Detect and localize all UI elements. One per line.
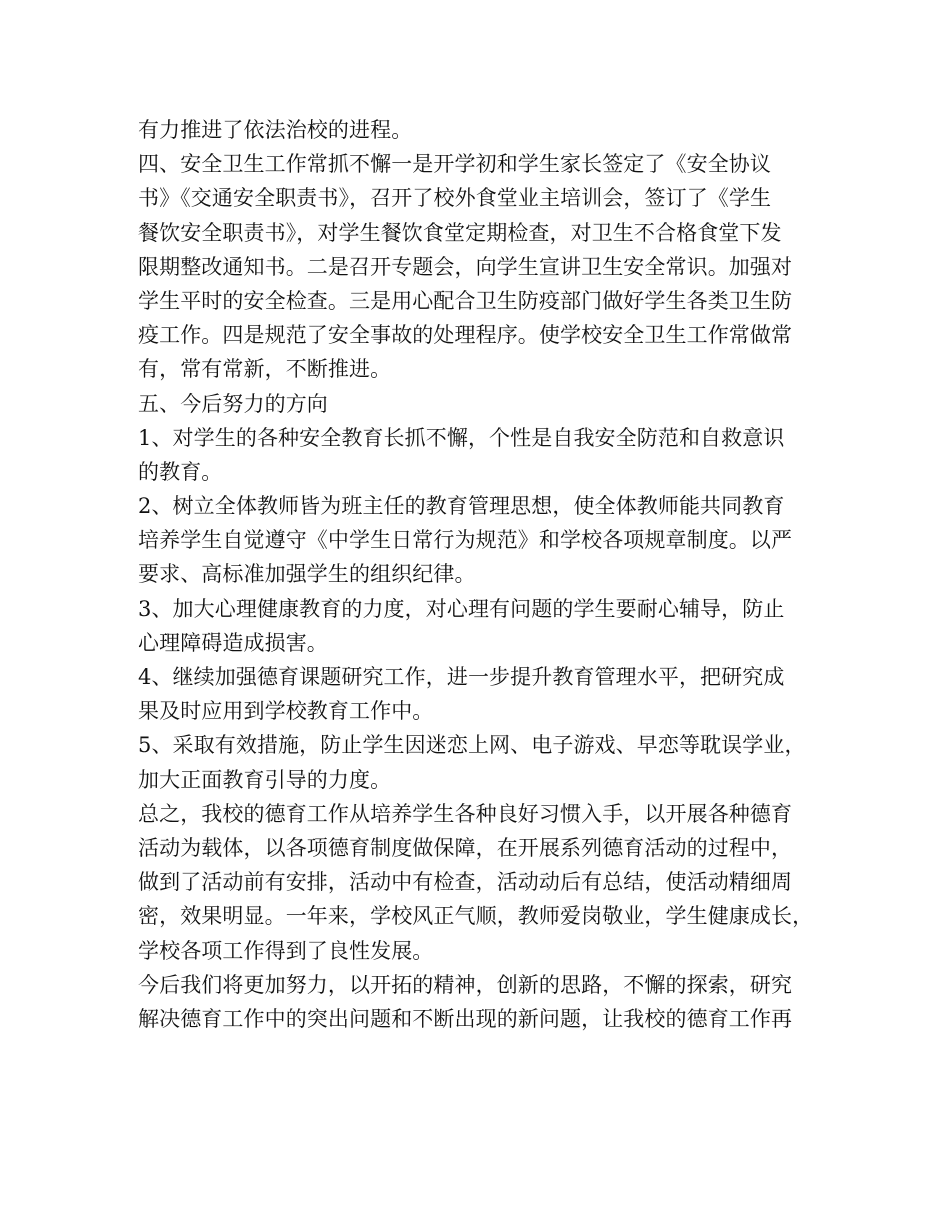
text-line: 限期整改通知书。二是召开专题会，向学生宣讲卫生安全常识。加强对: [138, 254, 793, 279]
text-line: 果及时应用到学校教育工作中。: [138, 699, 434, 724]
text-line: 活动为载体，以各项德育制度做保障，在开展系列德育活动的过程中，: [138, 835, 793, 860]
text-line: 解决德育工作中的突出问题和不断出现的新问题，让我校的德育工作再: [138, 1006, 793, 1031]
text-line: 的教育。: [138, 459, 223, 484]
text-line: 2、树立全体教师皆为班主任的教育管理思想，使全体教师能共同教育: [138, 494, 785, 519]
text-line: 有，常有常新，不断推进。: [138, 357, 392, 382]
text-line: 培养学生自觉遵守《中学生日常行为规范》和学校各项规章制度。以严: [138, 528, 793, 553]
text-line: 5、采取有效措施，防止学生因迷恋上网、电子游戏、早恋等耽误学业，: [138, 733, 806, 758]
text-line: 今后我们将更加努力，以开拓的精神，创新的思路，不懈的探索，研究: [138, 972, 793, 997]
text-line: 做到了活动前有安排，活动中有检查，活动动后有总结，使活动精细周: [138, 870, 793, 895]
text-line: 有力推进了依法治校的进程。: [138, 118, 413, 142]
section-heading: 五、今后努力的方向: [138, 391, 328, 416]
text-line: 学生平时的安全检查。三是用心配合卫生防疫部门做好学生各类卫生防: [138, 288, 793, 313]
text-line: 学校各项工作得到了良性发展。: [138, 938, 434, 963]
text-line: 总之，我校的德育工作从培养学生各种良好习惯入手，以开展各种德育: [138, 801, 793, 826]
document-text-body: [138, 113, 818, 1036]
text-line: 4、继续加强德育课题研究工作，进一步提升教育管理水平，把研究成: [138, 665, 785, 689]
text-line: 书》《交通安全职责书》，召开了校外食堂业主培训会，签订了《学生: [138, 186, 772, 211]
text-line: 密，效果明显。一年来，学校风正气顺，教师爱岗敬业，学生健康成长，: [138, 904, 814, 929]
text-line: 心理障碍造成损害。: [138, 630, 328, 655]
text-line: 餐饮安全职责书》，对学生餐饮食堂定期检查，对卫生不合格食堂下发: [138, 220, 782, 245]
text-line: 四、安全卫生工作常抓不懈一是开学初和学生家长签定了《安全协议: [138, 152, 771, 177]
text-line: 疫工作。四是规范了安全事故的处理程序。使学校安全卫生工作常做常: [138, 323, 793, 348]
text-line: 加大正面教育引导的力度。: [138, 767, 392, 792]
text-line: 要求、高标准加强学生的组织纪律。: [138, 562, 476, 587]
text-line: 3、加大心理健康教育的力度，对心理有问题的学生要耐心辅导，防止: [138, 596, 785, 621]
text-line: 1、对学生的各种安全教育长抓不懈，个性是自我安全防范和自救意识: [138, 425, 785, 450]
